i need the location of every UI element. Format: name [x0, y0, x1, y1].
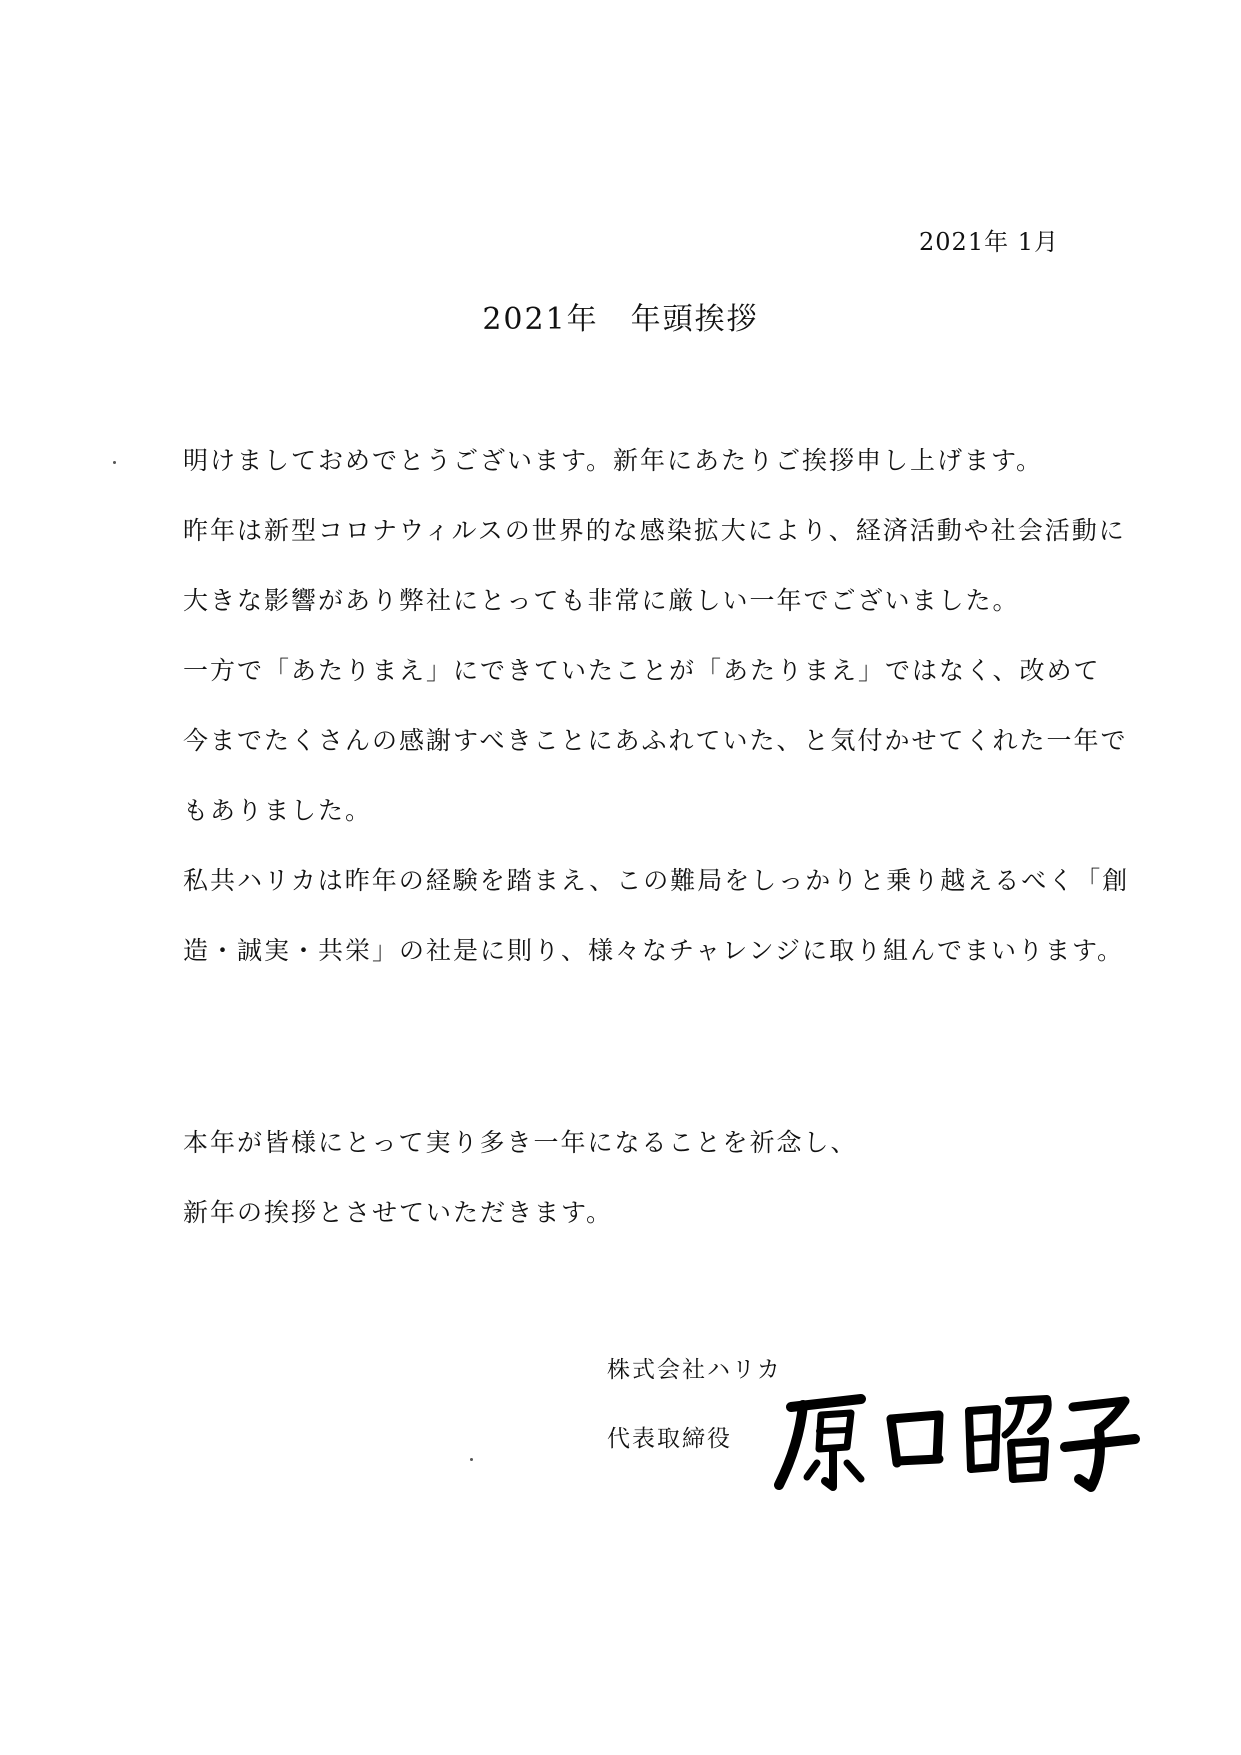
- letter-body: [183, 446, 1130, 1006]
- letter-title: 2021年 年頭挨拶: [482, 302, 759, 337]
- body-line: 昨年は新型コロナウィルスの世界的な感染拡大により、経済活動や社会活動に: [183, 516, 1126, 545]
- company-name: 株式会社ハリカ: [607, 1357, 782, 1383]
- closing-line: 本年が皆様にとって実り多き一年になることを祈念し、: [183, 1128, 858, 1157]
- body-line: 一方で「あたりまえ」にできていたことが「あたりまえ」ではなく、改めて: [183, 656, 1101, 685]
- closing-line: 新年の挨拶とさせていただきます。: [183, 1198, 614, 1227]
- letter-closing: [183, 1128, 1063, 1268]
- letter-date: 2021年 1月: [919, 228, 1059, 256]
- scan-speck: [470, 1458, 473, 1461]
- body-line: 私共ハリカは昨年の経験を踏まえ、この難局をしっかりと乗り越えるべく「創: [183, 866, 1130, 895]
- body-line: もありました。: [183, 796, 373, 825]
- handwritten-signature: [773, 1385, 1143, 1495]
- representative-title: 代表取締役: [607, 1426, 732, 1452]
- body-line: 今までたくさんの感謝すべきことにあふれていた、と気付かせてくれた一年で: [183, 726, 1128, 755]
- body-line: 明けましておめでとうございます。新年にあたりご挨拶申し上げます。: [183, 446, 1044, 475]
- body-line: 大きな影響があり弊社にとっても非常に厳しい一年でございました。: [183, 586, 1020, 615]
- signature-brush-strokes: [773, 1385, 1143, 1495]
- scan-speck: [113, 461, 116, 464]
- body-line: 造・誠実・共栄」の社是に則り、様々なチャレンジに取り組んでまいります。: [183, 936, 1125, 965]
